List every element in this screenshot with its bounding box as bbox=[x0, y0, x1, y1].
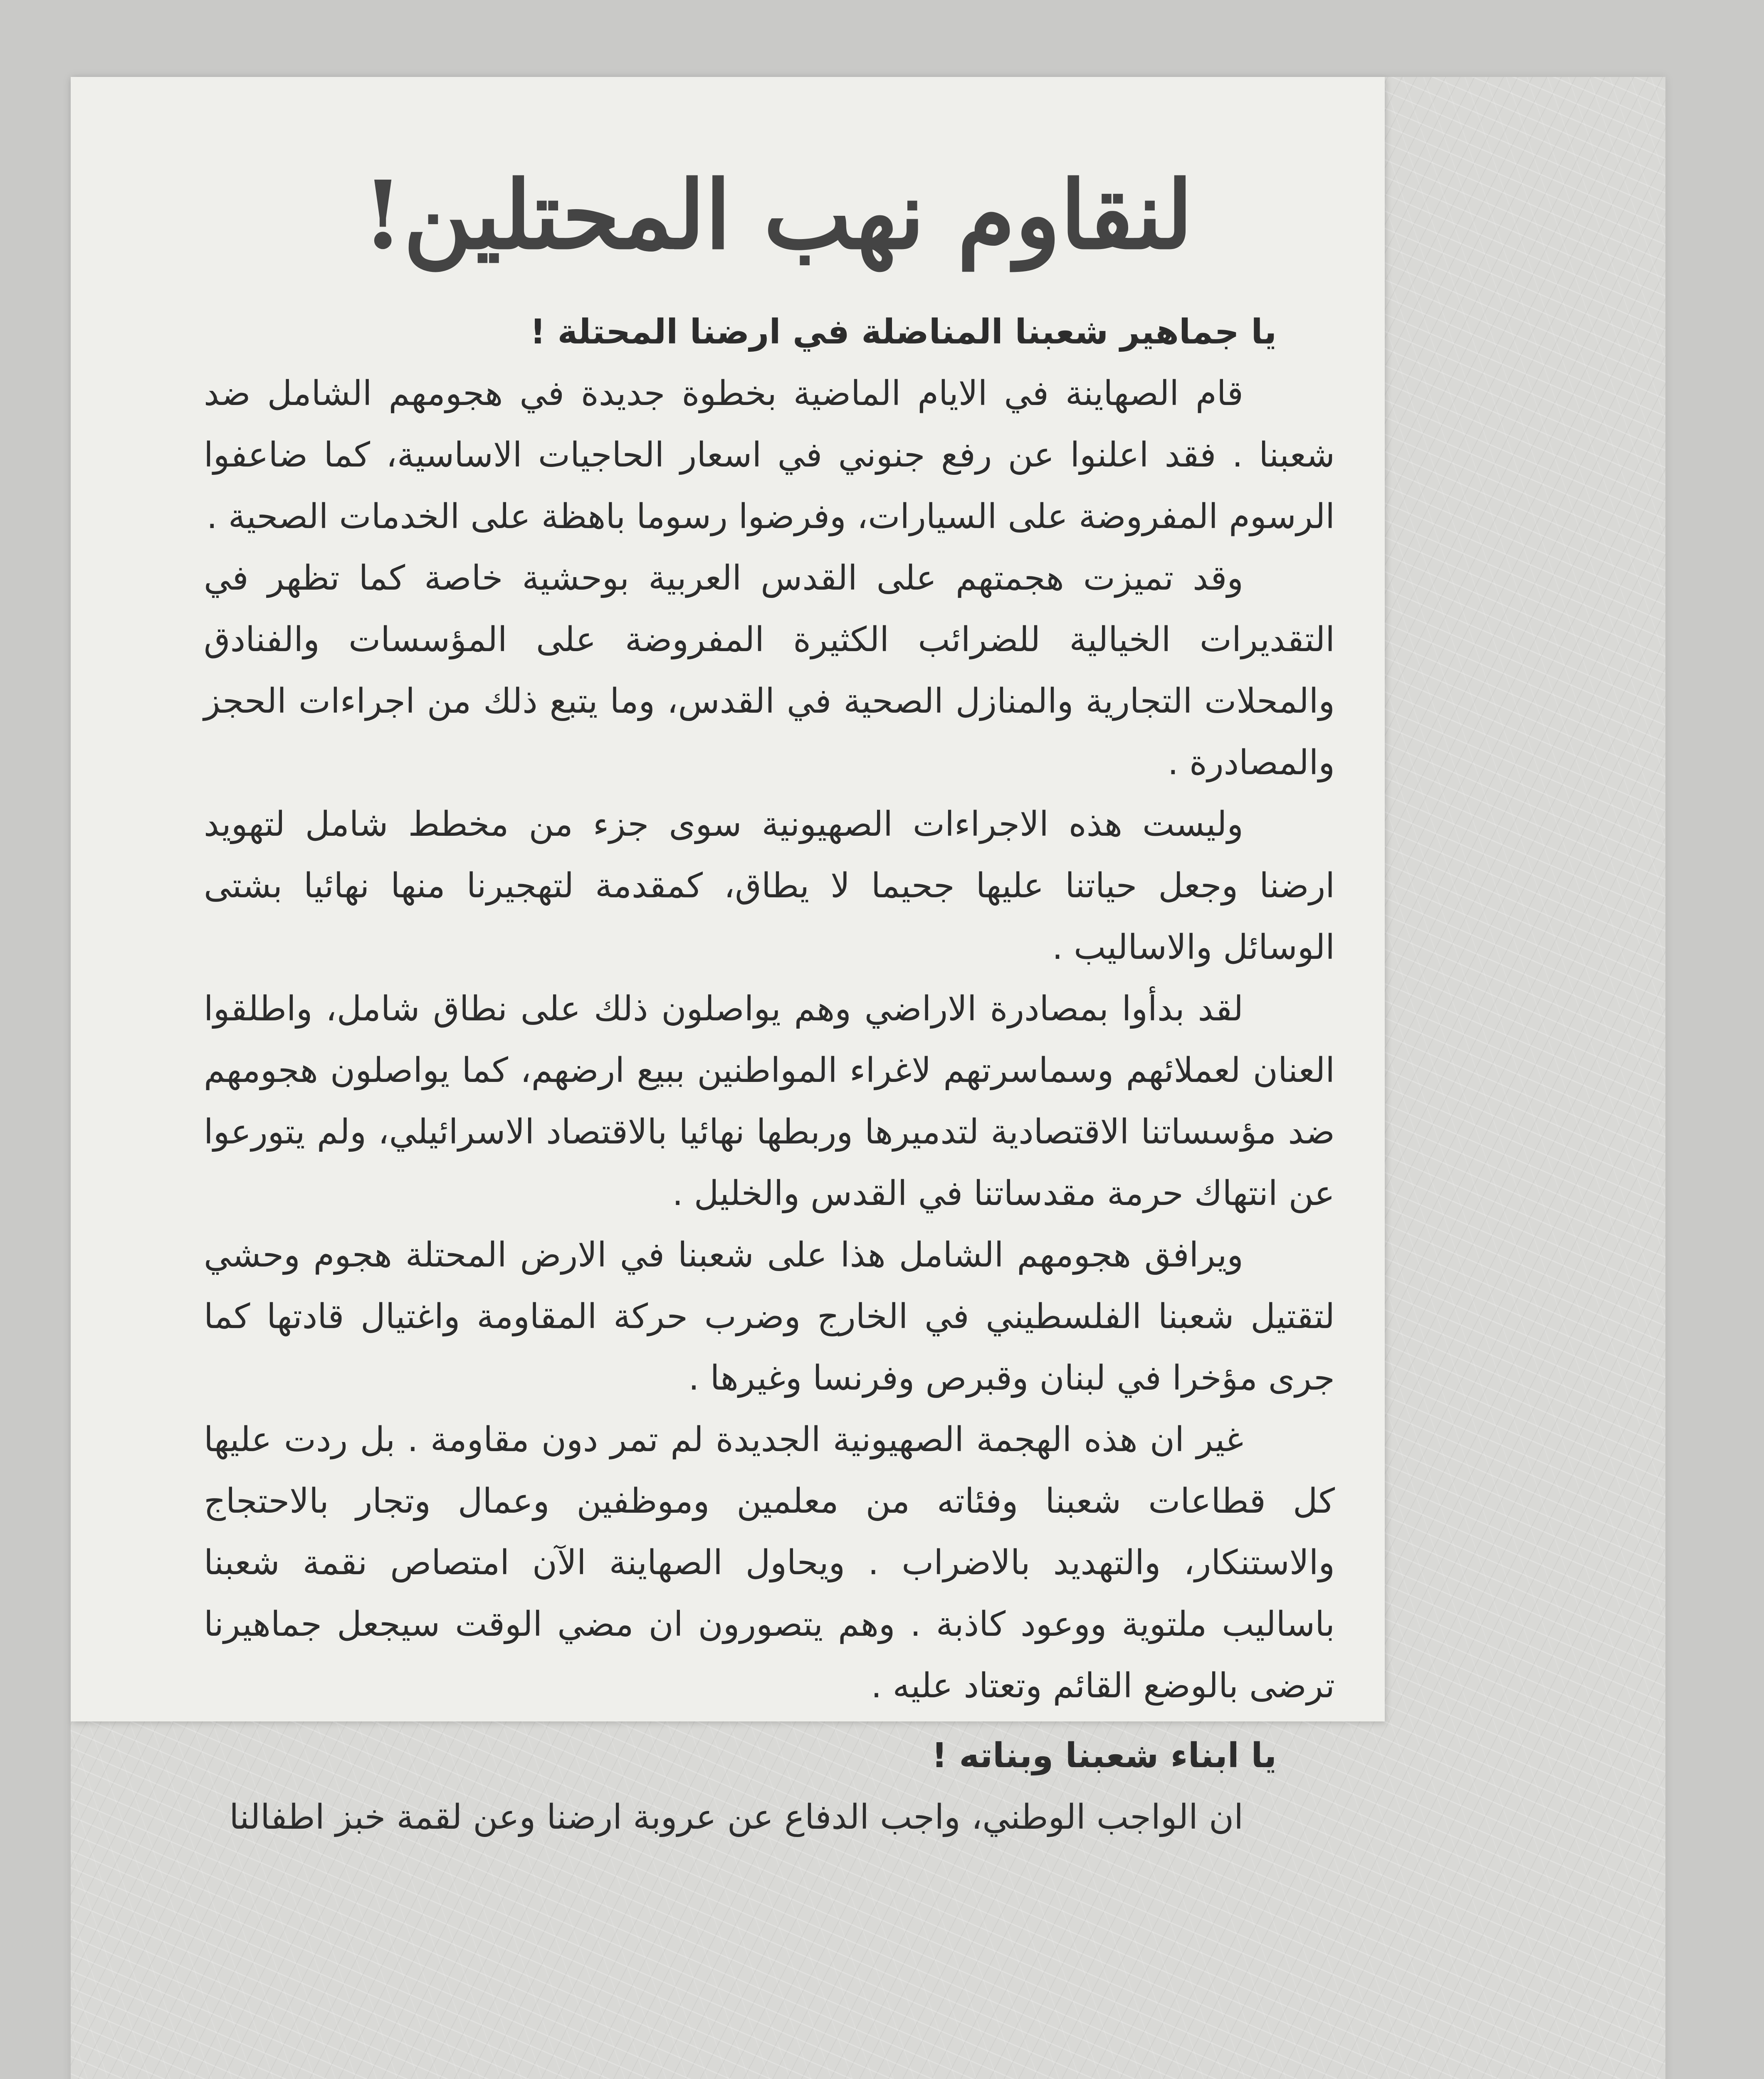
paragraph-3: وليست هذه الاجراءات الصهيونية سوى جزء من مخطط شامل لتهويد ارضنا وجعل حياتنا عليها جحيما لا يطاق، كمقدمة لتهجيرنا منها نهائيا بشتى الوسائل والاساليب . bbox=[204, 805, 1335, 967]
leaflet-body bbox=[204, 301, 1335, 1848]
paragraph-6: غير ان هذه الهجمة الصهيونية الجديدة لم تمر دون مقاومة . بل ردت عليها كل قطاعات شعبنا وفئاته من معلمين وموظفين وعمال وتجار بالاحتجاج والاستنكار، والتهديد بالاضراب . ويحاول الصهاينة الآن امتصاص نقمة شعبنا باساليب ملتوية ووعود كاذبة . وهم يتصورون ان مضي الوقت سيجعل جماهيرنا ترضى بالوضع القائم وتعتاد عليه . bbox=[204, 1420, 1335, 1706]
leaflet-title: لنقاوم نهب المحتلين! bbox=[362, 160, 1193, 270]
final-line: ان الواجب الوطني، واجب الدفاع عن عروبة ارضنا وعن لقمة خبز اطفالنا bbox=[229, 1798, 1243, 1837]
closing-call: يا ابناء شعبنا وبناته ! bbox=[931, 1736, 1277, 1775]
paragraph-2: وقد تميزت هجمتهم على القدس العربية بوحشية خاصة كما تظهر في التقديرات الخيالية للضرائب الكثيرة المفروضة على المؤسسات والفنادق والمحلات التجارية والمنازل الصحية في القدس، وما يتبع ذلك من اجراءات الحجز والمصادرة . bbox=[204, 558, 1335, 783]
paragraph-5: ويرافق هجومهم الشامل هذا على شعبنا في الارض المحتلة هجوم وحشي لتقتيل شعبنا الفلسطيني في الخارج وضرب حركة المقاومة واغتيال قادتها كما جرى مؤخرا في لبنان وقبرص وفرنسا وغيرها . bbox=[204, 1235, 1335, 1398]
leaflet-page bbox=[71, 77, 1385, 1837]
paragraph-4: لقد بدأوا بمصادرة الاراضي وهم يواصلون ذلك على نطاق شامل، واطلقوا العنان لعملائهم وسماسرتهم لاغراء المواطنين ببيع ارضهم، كما يواصلون هجومهم ضد مؤسساتنا الاقتصادية لتدميرها وربطها نهائيا بالاقتصاد الاسرائيلي، ولم يتورعوا عن انتهاك حرمة مقدساتنا في القدس والخليل . bbox=[204, 989, 1335, 1213]
paragraph-1: قام الصهاينة في الايام الماضية بخطوة جديدة في هجومهم الشامل ضد شعبنا . فقد اعلنوا عن رفع جنوني في اسعار الحاجيات الاساسية، كما ضاعفوا الرسوم المفروضة على السيارات، وفرضوا رسوما باهظة على الخدمات الصحية . bbox=[204, 374, 1335, 536]
salutation-line: يا جماهير شعبنا المناضلة في ارضنا المحتلة ! bbox=[530, 312, 1277, 352]
